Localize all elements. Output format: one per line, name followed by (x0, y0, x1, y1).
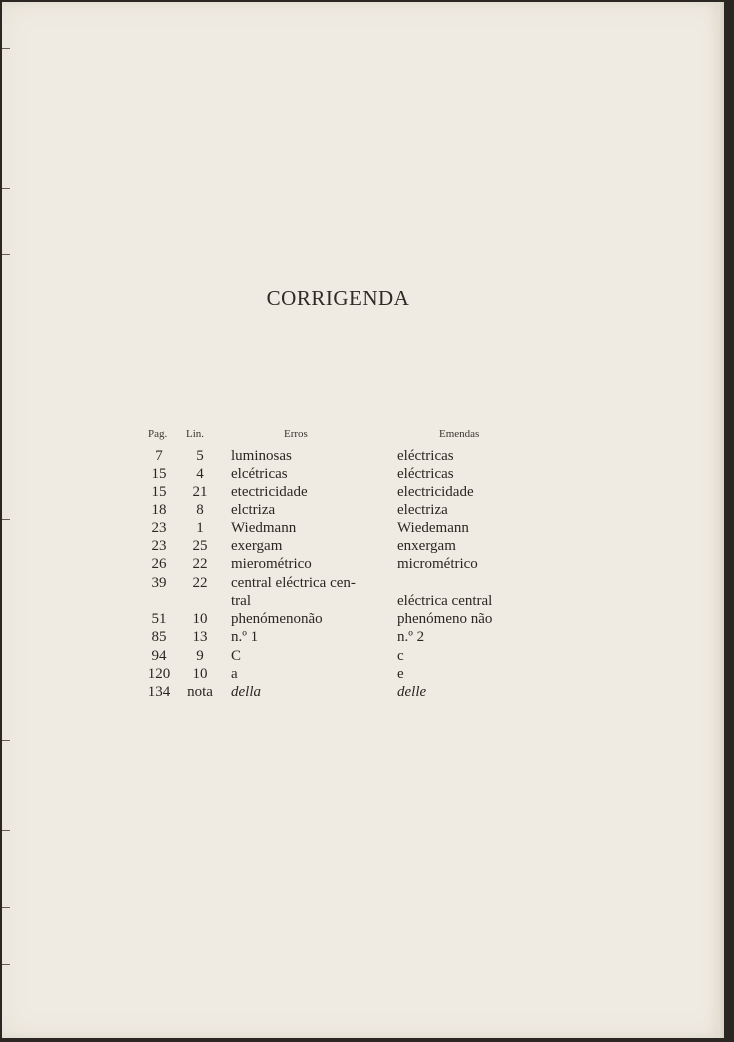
line-number: 22 (192, 556, 208, 572)
header-lin: Lin. (186, 428, 205, 440)
line-number: 21 (192, 484, 208, 500)
table-row (2, 592, 724, 610)
page-number: 23 (151, 538, 167, 554)
correction-text: eléctricas (397, 448, 454, 464)
header-emendas: Emendas (439, 428, 480, 440)
line-number: 1 (196, 520, 204, 536)
error-text: C (231, 648, 242, 664)
page-number: 39 (151, 575, 167, 591)
line-number: nota (187, 684, 213, 700)
table-row (2, 501, 724, 519)
error-text: a (231, 666, 238, 682)
page-number: 15 (151, 484, 167, 500)
page-number: 85 (151, 629, 167, 645)
line-number: 10 (192, 611, 208, 627)
margin-mark (2, 830, 10, 831)
page-number: 134 (147, 684, 171, 700)
error-text: exergam (231, 538, 283, 554)
table-row (2, 574, 724, 592)
table-row (2, 519, 724, 537)
page-number: 120 (147, 666, 171, 682)
page-number: 15 (151, 466, 167, 482)
error-text: n.º 1 (231, 629, 259, 645)
page-number: 23 (151, 520, 167, 536)
error-text: etectricidade (231, 484, 308, 500)
table-row (2, 628, 724, 646)
line-number: 9 (196, 648, 204, 664)
margin-mark (2, 907, 10, 908)
error-text: elctriza (231, 502, 276, 518)
correction-text: enxergam (397, 538, 456, 554)
margin-mark (2, 740, 10, 741)
line-number: 5 (196, 448, 204, 464)
correction-text: electricidade (397, 484, 474, 500)
line-number: 4 (196, 466, 204, 482)
table-row (2, 537, 724, 555)
table-row (2, 465, 724, 483)
correction-text: electriza (397, 502, 448, 518)
error-text: elcétricas (231, 466, 288, 482)
table-row (2, 447, 724, 465)
table-row (2, 665, 724, 683)
table-row (2, 483, 724, 501)
error-text: tral (231, 593, 251, 609)
correction-text: n.º 2 (397, 629, 425, 645)
margin-mark (2, 48, 10, 49)
margin-mark (2, 188, 10, 189)
page-number: 18 (151, 502, 167, 518)
error-text: Wiedmann (231, 520, 297, 536)
correction-text: delle (397, 684, 427, 700)
correction-text: e (397, 666, 404, 682)
page-title: CORRIGENDA (266, 286, 410, 310)
correction-text: c (397, 648, 404, 664)
table-row (2, 610, 724, 628)
line-number: 10 (192, 666, 208, 682)
correction-text: eléctrica central (397, 593, 493, 609)
margin-mark (2, 254, 10, 255)
correction-text: Wiedemann (397, 520, 469, 536)
error-text: phenómenonão (231, 611, 323, 627)
error-text: luminosas (231, 448, 292, 464)
error-text: mierométrico (231, 556, 312, 572)
correction-text: phenómeno não (397, 611, 493, 627)
error-text: central eléctrica cen- (231, 575, 356, 591)
line-number: 22 (192, 575, 208, 591)
error-text: della (231, 684, 261, 700)
table-row (2, 683, 724, 701)
page-number: 7 (155, 448, 163, 464)
header-pag: Pag. (148, 428, 168, 440)
page-number: 94 (151, 648, 167, 664)
line-number: 13 (192, 629, 208, 645)
header-erros: Erros (284, 428, 308, 440)
page-number: 26 (151, 556, 167, 572)
document-page (2, 2, 724, 1038)
page-number: 51 (151, 611, 167, 627)
line-number: 25 (192, 538, 208, 554)
correction-text: eléctricas (397, 466, 454, 482)
table-row (2, 555, 724, 573)
margin-mark (2, 964, 10, 965)
table-row (2, 647, 724, 665)
line-number: 8 (196, 502, 204, 518)
correction-text: micrométrico (397, 556, 478, 572)
